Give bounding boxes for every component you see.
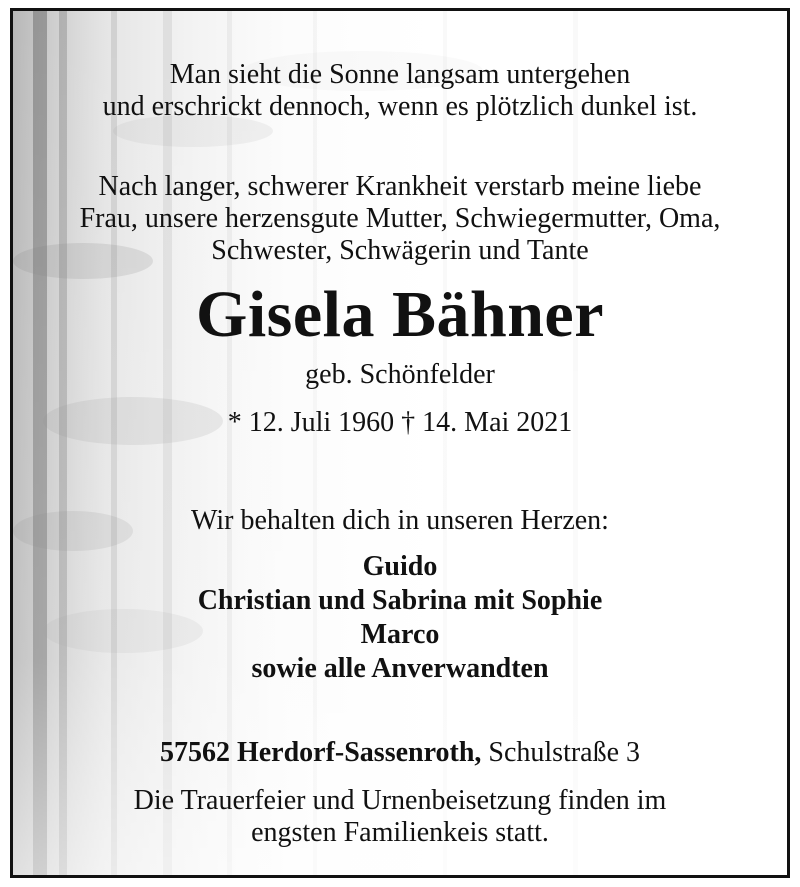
quote-line-1: Man sieht die Sonne langsam untergehen <box>169 59 631 90</box>
ceremony-line-1: Die Trauerfeier und Urnenbeisetzung finden im <box>133 785 667 816</box>
farewell-text: Wir behalten dich in unseren Herzen: <box>191 505 609 536</box>
intro-line-1: Nach langer, schwerer Krankheit verstarb meine liebe <box>98 171 702 202</box>
address-city: 57562 Herdorf-Sassenroth, <box>159 737 482 768</box>
mourner-4: sowie alle Anverwandten <box>251 653 549 684</box>
address <box>13 737 787 769</box>
intro-line-2: Frau, unsere herzensgute Mutter, Schwiegermutter, Oma, <box>79 203 721 234</box>
life-dates: * 12. Juli 1960 † 14. Mai 2021 <box>227 407 573 438</box>
mourner-3: Marco <box>360 619 440 650</box>
ceremony-line-2: engsten Familienkeis statt. <box>251 817 549 848</box>
mourner-1: Guido <box>362 551 438 582</box>
obituary-frame <box>10 8 790 878</box>
deceased-name: Gisela Bähner <box>195 278 604 351</box>
address-street: Schulstraße 3 <box>481 737 641 768</box>
obituary-text <box>13 11 787 875</box>
intro-line-3: Schwester, Schwägerin und Tante <box>211 235 589 266</box>
mourner-2: Christian und Sabrina mit Sophie <box>197 585 603 616</box>
quote-line-2: und erschrickt dennoch, wenn es plötzlich dunkel ist. <box>102 91 698 122</box>
maiden-name: geb. Schönfelder <box>305 359 495 390</box>
